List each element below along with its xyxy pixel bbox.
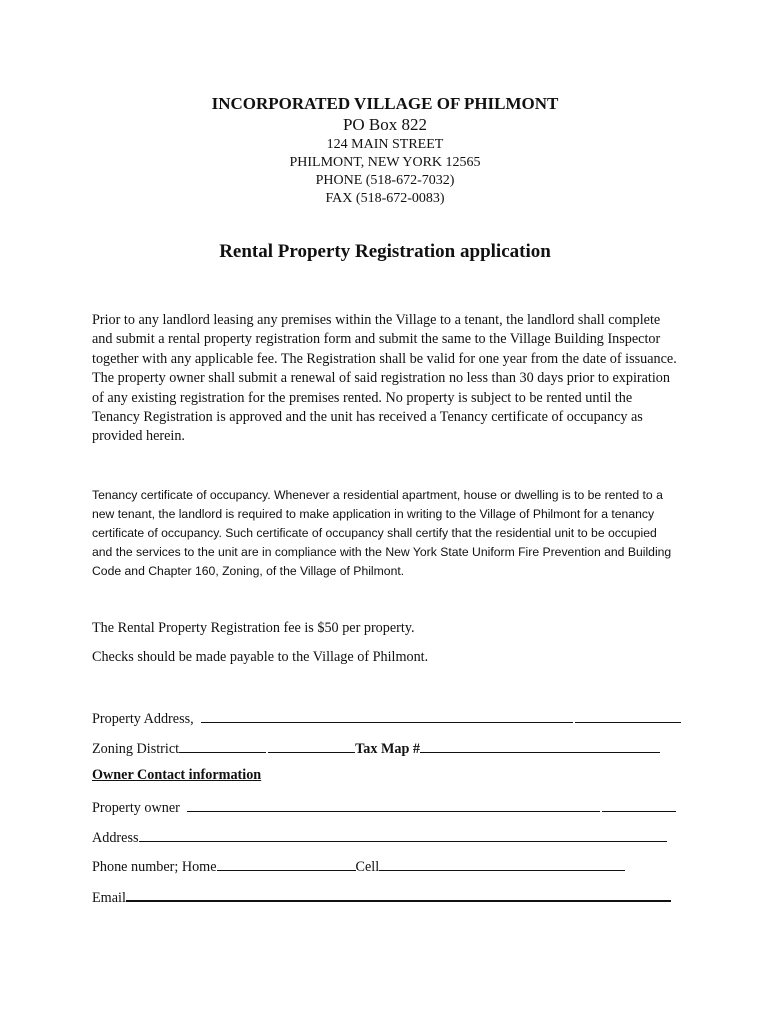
- email-field[interactable]: [126, 886, 671, 902]
- owner-contact-heading: Owner Contact information: [92, 767, 262, 783]
- zoning-row: [92, 738, 660, 758]
- fax-number: FAX (518-672-0083): [325, 191, 445, 206]
- tax-map-label: Tax Map #: [355, 741, 421, 757]
- po-box: PO Box 822: [342, 115, 428, 134]
- zoning-district-field-2[interactable]: [268, 738, 355, 753]
- intro-paragraph: Prior to any landlord leasing any premises within the Village to a tenant, the landlord shall complete and submit a rental property registration form and submit the same to the Village Building Inspector together with any applicable fee. The Registration shall be valid for one year from the date of issuance. The property owner shall submit a renewal of said registration no less than 30 days prior to expiration of any existing registration for the premises rented. No property is subject to be rented until the Tenancy Registration is approved and the unit has received a Tenancy certificate of occupancy as provided herein.: [92, 312, 677, 445]
- document-title: Rental Property Registration application: [219, 241, 551, 262]
- fee-text: The Rental Property Registration fee is $50 per property.: [92, 620, 415, 636]
- property-address-label: Property Address,: [92, 711, 194, 727]
- city-state-zip: PHILMONT, NEW YORK 12565: [289, 155, 481, 170]
- phone-number: PHONE (518-672-7032): [315, 173, 455, 188]
- zoning-district-label: Zoning District: [92, 741, 180, 757]
- property-owner-row: [92, 797, 676, 817]
- organization-name: INCORPORATED VILLAGE OF PHILMONT: [211, 94, 559, 113]
- property-address-field[interactable]: [201, 708, 573, 723]
- phone-home-label: Phone number; Home: [92, 859, 217, 875]
- tax-map-field[interactable]: [420, 738, 660, 753]
- phone-row: [92, 856, 625, 876]
- email-label: Email: [92, 890, 126, 906]
- property-owner-field-2[interactable]: [602, 797, 676, 812]
- email-row: [92, 886, 671, 907]
- phone-home-field[interactable]: [217, 856, 356, 871]
- cell-field[interactable]: [379, 856, 625, 871]
- property-owner-field[interactable]: [187, 797, 600, 812]
- owner-address-field[interactable]: [139, 827, 667, 842]
- owner-address-row: [92, 827, 667, 847]
- property-owner-label: Property owner: [92, 800, 180, 816]
- street-address: 124 MAIN STREET: [326, 137, 444, 152]
- checks-text: Checks should be made payable to the Village of Philmont.: [92, 649, 429, 665]
- property-address-row: [92, 708, 681, 728]
- tenancy-paragraph: Tenancy certificate of occupancy. Whenever a residential apartment, house or dwelling is to be rented to a new tenant, the landlord is required to make application in writing to the Village of Philmont for a tenancy certificate of occupancy. Such certificate of occupancy shall certify that the residential unit to be occupied and the services to the unit are in compliance with the New York State Uniform Fire Prevention and Building Code and Chapter 160, Zoning, of the Village of Philmont.: [92, 488, 672, 579]
- property-address-field-2[interactable]: [575, 708, 681, 723]
- zoning-district-field[interactable]: [179, 738, 266, 753]
- cell-label: Cell: [355, 859, 380, 875]
- owner-address-label: Address: [92, 830, 139, 846]
